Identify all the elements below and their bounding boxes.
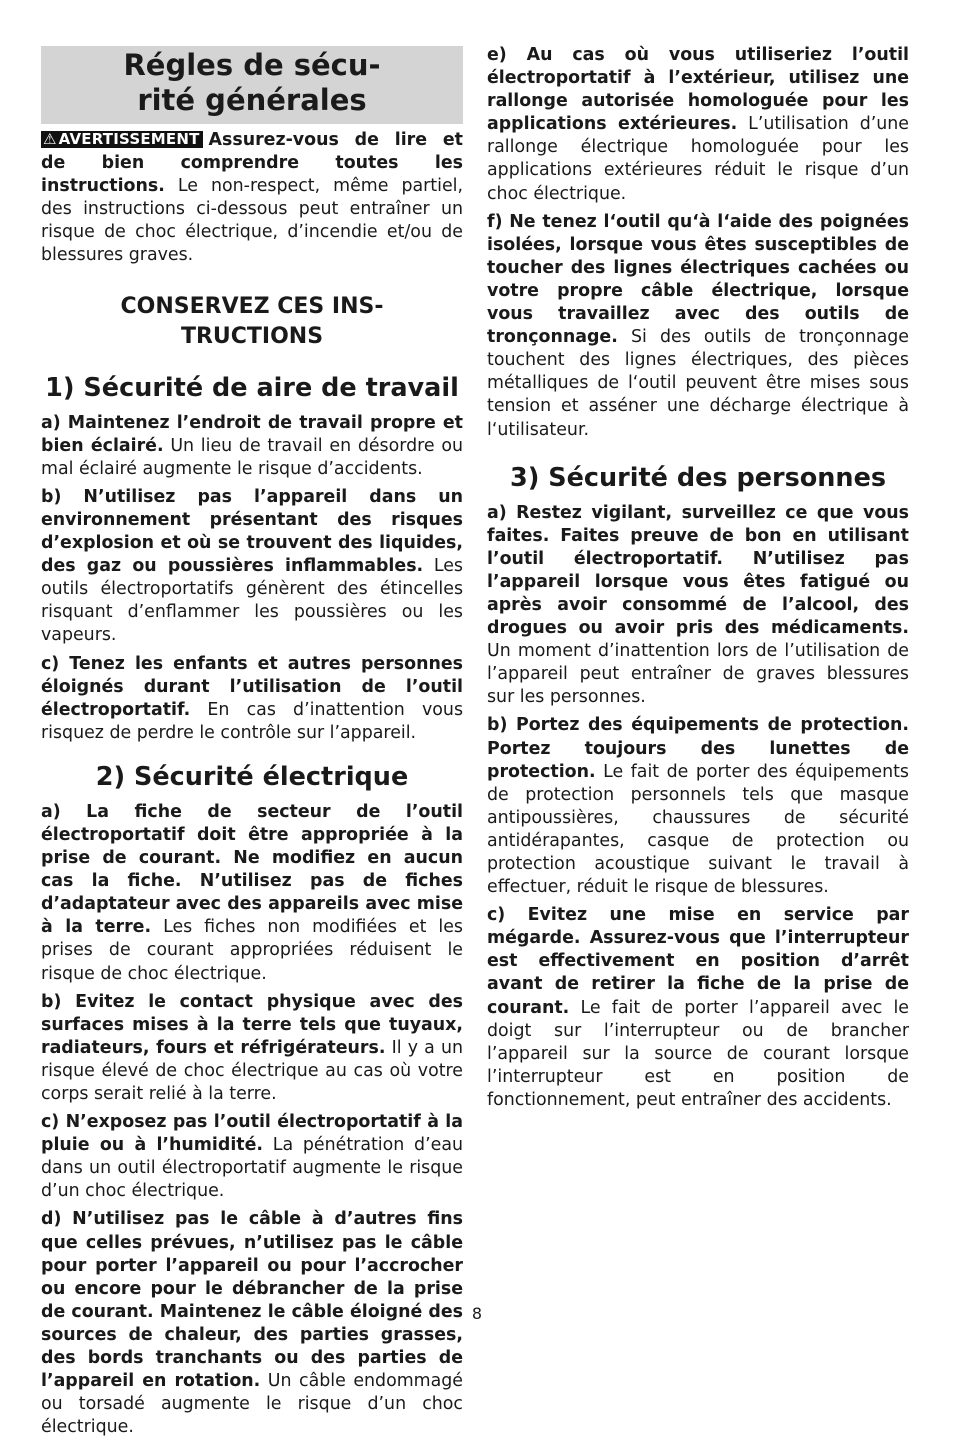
item-text: Si des outils de tronçonnage touchent des lignes électriques, des pièces métalliques de l‘outil peuvent être mises sous tension et asséner une décharge électrique à l‘utilisateur.	[487, 327, 909, 440]
page-title-line2: rité générales	[137, 83, 367, 117]
section-1-item-c	[41, 653, 463, 745]
warning-paragraph	[41, 129, 463, 268]
section-2-heading: 2) Sécurité électrique	[95, 761, 409, 792]
section-3-heading: 3) Sécurité des personnes	[509, 462, 887, 493]
left-column	[41, 46, 463, 1439]
section-3-item-b	[487, 714, 909, 899]
item-bold: b) Portez des équipements de protection. Portez toujours des lunettes de protection.	[487, 715, 909, 782]
section-3-item-c	[487, 904, 909, 1112]
item-bold: a) Restez vigilant, surveillez ce que vous faites. Faites preuve de bon en utilisant l’outil électroportatif. N’utilisez pas l’appareil lorsque vous êtes fatigué ou après avoir consommé de l’alcool, des drogues ou avoir pris des médicaments.	[487, 502, 909, 639]
section-1-item-b	[41, 486, 463, 648]
section-2-item-b	[41, 991, 463, 1106]
section-1-item-a	[41, 412, 463, 481]
section-2-item-e	[487, 44, 909, 206]
item-bold: c) N’exposez pas l’outil électroportatif à la pluie ou à l’humidité.	[41, 1112, 463, 1156]
item-bold: b) N’utilisez pas l’appareil dans un environnement présentant des risques d’explosion et où se trouvent des liquides, des gaz ou poussières inflammables.	[41, 486, 463, 577]
section-2-item-a	[41, 801, 463, 986]
page-title-line1: Régles de sécu-	[123, 48, 381, 82]
item-text: L’utilisation d’une rallonge électrique homologuée pour les applications extérieures réduit le risque d’un choc électrique.	[487, 114, 909, 204]
section-2-item-d	[41, 1208, 463, 1439]
item-text: Le fait de porter des équipements de protection personnels tels que masque antipoussières, chaussures de sécurité antidérapantes, casque de protection ou protection acoustique suivant le travail à effectuer, réduit le risque de blessures.	[487, 761, 909, 898]
section-3-item-a	[487, 502, 909, 710]
warning-badge-label: AVERTISSEMENT	[58, 130, 200, 148]
item-text: Les fiches non modifiées et les prises de courant appropriées réduisent le risque de choc électrique.	[41, 917, 463, 984]
warning-bold: Assurez-vous de lire et de bien comprendre toutes les instructions.	[41, 130, 463, 197]
page-title-box	[41, 46, 463, 124]
item-text: En cas d’inattention vous risquez de perdre le contrôle sur l’appareil.	[41, 699, 463, 743]
item-text: Les outils électroportatifs génèrent des étincelles risquant d’enflammer les poussières ou les vapeurs.	[41, 556, 463, 646]
warning-text: Le non-respect, même partiel, des instructions ci-dessous peut entraîner un risque de choc électrique, d’incendie et/ou de blessures graves.	[41, 176, 463, 266]
page-number: 8	[471, 1304, 483, 1323]
item-bold: f) Ne tenez l‘outil qu‘à l‘aide des poignées isolées, lorsque vous êtes susceptibles de toucher des lignes électriques cachées ou votre propre câble électrique, lorsque vous travaillez avec des outils de tronçonnage.	[487, 211, 909, 348]
conserve-heading-line1: CONSERVEZ CES INS-	[120, 293, 384, 319]
item-text: La pénétration d’eau dans un outil électroportatif augmente le risque d’un choc électrique.	[41, 1135, 463, 1202]
conserve-heading-line2: TRUCTIONS	[180, 323, 324, 349]
item-bold: a) La fiche de secteur de l’outil électroportatif doit être appropriée à la prise de courant. Ne modifiez en aucun cas la fiche. N’utilisez pas de fiches d’adaptateur avec des appareils avec mise à la terre.	[41, 801, 463, 938]
item-bold: d) N’utilisez pas le câble à d’autres fins que celles prévues, n’utilisez pas le câble pour porter l’appareil ou pour l’accrocher ou encore pour le débrancher de la prise de courant. Maintenez le câble éloigné des sources de chaleur, des parties grasses, des bords tranchants ou des parties de l’appareil en rotation.	[41, 1209, 463, 1392]
section-2-item-c	[41, 1111, 463, 1203]
item-text: Un lieu de travail en désordre ou mal éclairé augmente le risque d’accidents.	[41, 435, 463, 479]
item-bold: b) Evitez le contact physique avec des surfaces mises à la terre tels que tuyaux, radiateurs, fours et réfrigérateurs.	[41, 991, 463, 1058]
section-1-heading: 1) Sécurité de aire de travail	[45, 372, 459, 403]
warning-triangle-icon: ⚠	[43, 130, 57, 148]
conserve-heading	[41, 292, 463, 352]
item-text: Le fait de porter l’appareil avec le doigt sur l’interrupteur ou de brancher l’appareil sur la source de courant lorsque l’interrupteur est en position de fonctionnement, peut entraîner des accidents.	[487, 997, 909, 1110]
item-text: Il y a un risque élevé de choc électrique au cas où votre corps serait relié à la terre.	[41, 1037, 464, 1104]
item-text: Un câble endommagé ou torsadé augmente le risque d’un choc électrique.	[41, 1371, 464, 1438]
item-bold: c) Evitez une mise en service par mégarde. Assurez-vous que l’interrupteur est effectivement en position d’arrêt avant de retirer la fiche de la prise de courant.	[487, 905, 909, 1018]
item-bold: a) Maintenez l’endroit de travail propre et bien éclairé.	[41, 412, 463, 456]
item-text: Un moment d’inattention lors de l’utilisation de l’appareil peut entraîner de graves blessures sur les personnes.	[487, 641, 909, 708]
item-bold: e) Au cas où vous utiliseriez l’outil électroportatif à l’extérieur, utilisez une rallonge autorisée homologuée pour les applications extérieures.	[487, 45, 909, 135]
warning-badge	[41, 131, 203, 148]
item-bold: c) Tenez les enfants et autres personnes éloignés durant l’utilisation de l’outil électroportatif.	[41, 653, 463, 720]
right-column	[487, 44, 909, 1117]
section-2-item-f	[487, 211, 909, 442]
